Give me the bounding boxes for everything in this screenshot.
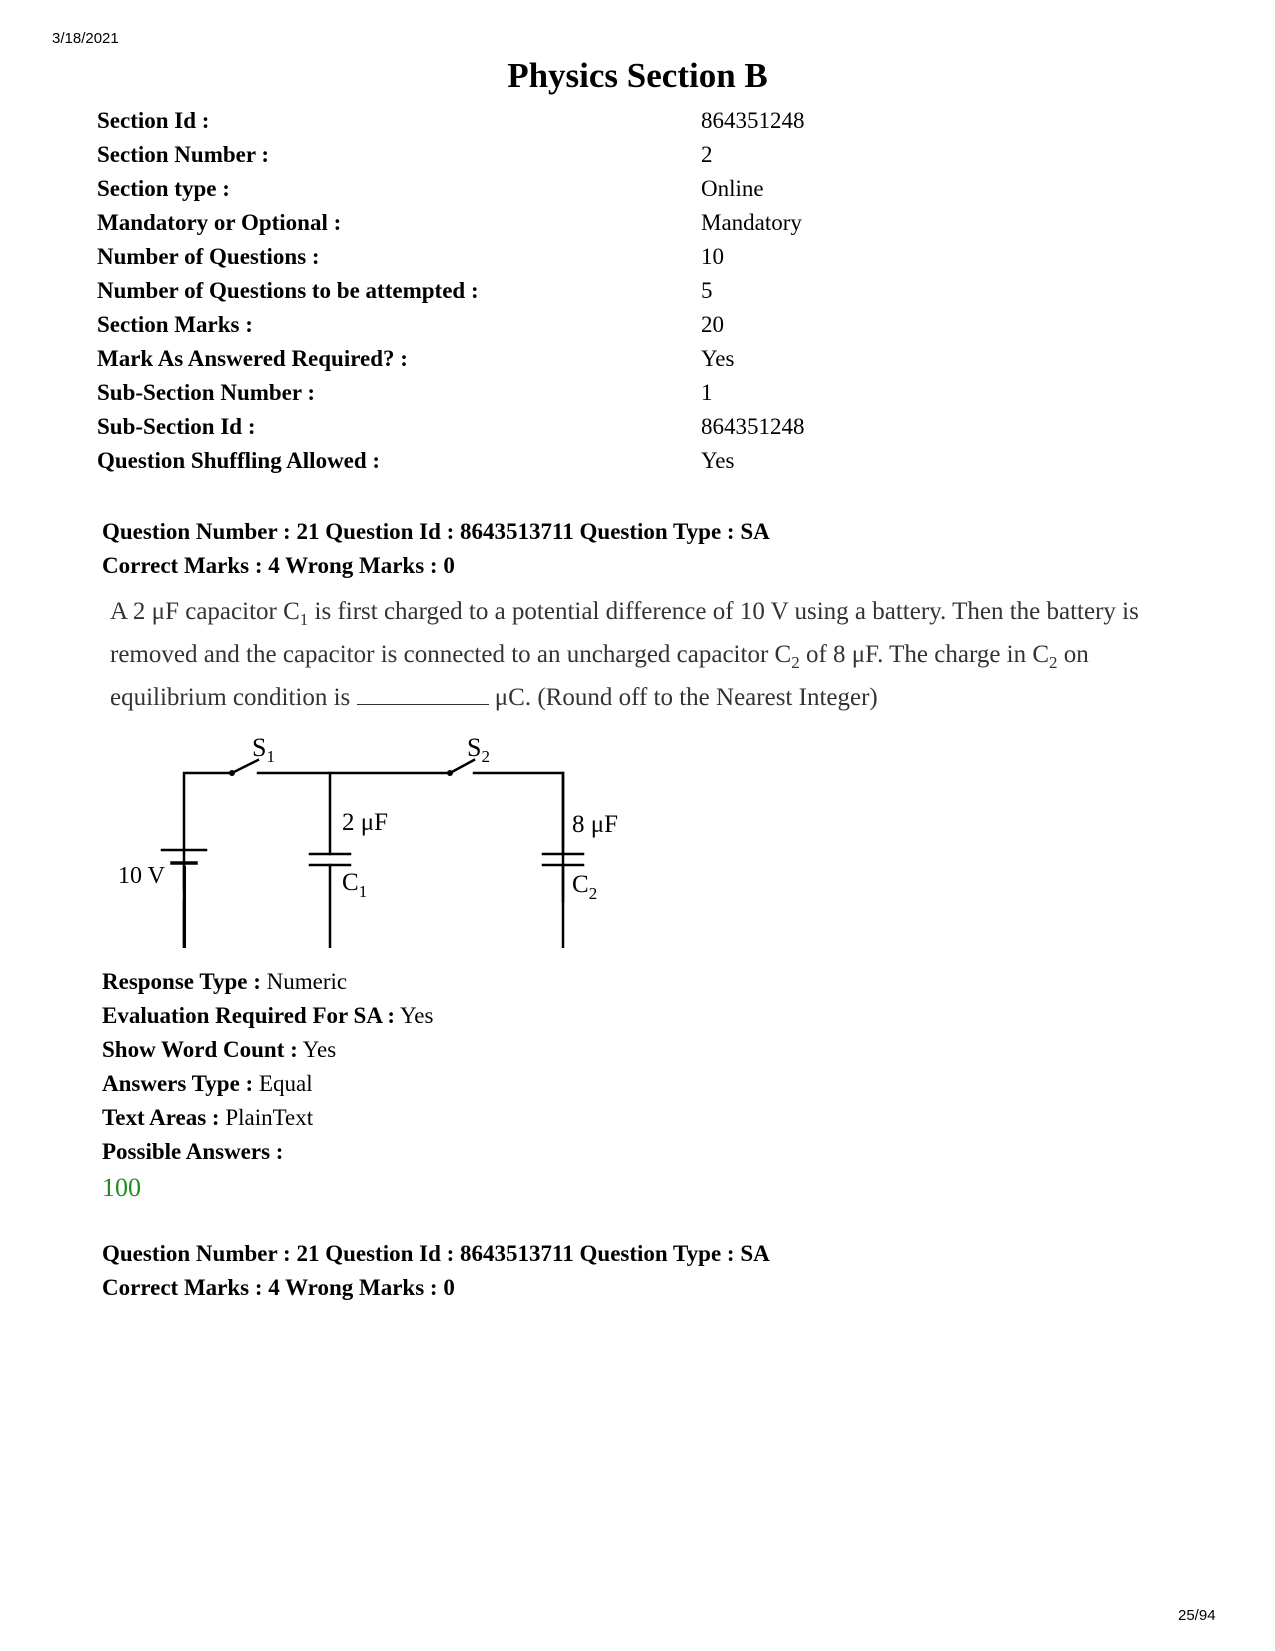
info-value: Online xyxy=(701,176,764,201)
cap1-value: 2 μF xyxy=(342,809,389,836)
question-text-part: μC. (Round off to the Nearest Integer) xyxy=(488,684,878,711)
question-text xyxy=(110,590,1200,719)
info-value: 864351248 xyxy=(701,108,805,133)
subscript: 2 xyxy=(791,653,800,672)
subscript: 1 xyxy=(299,610,309,629)
info-label: Section Id : xyxy=(97,108,210,133)
info-value: 864351248 xyxy=(701,414,805,439)
info-label: Section Number : xyxy=(97,142,270,167)
switch1-label: $S_1$ xyxy=(252,733,275,766)
info-label: Number of Questions : xyxy=(97,244,320,269)
question-text-part: is first charged to a potential difference of 10 V using a battery. Then the battery is removed and the capacitor is connected to an uncharged capacitor C xyxy=(110,598,1139,668)
response-row xyxy=(102,1033,433,1067)
response-label: Response Type : xyxy=(102,969,261,994)
response-details xyxy=(102,965,433,1207)
info-value: Mandatory xyxy=(701,210,802,235)
cap1-name: $C_1$ xyxy=(342,869,368,901)
circuit-diagram xyxy=(110,728,630,948)
response-value: Numeric xyxy=(260,969,348,994)
response-value: Yes xyxy=(297,1037,337,1062)
info-value: 5 xyxy=(701,278,713,303)
subscript: 2 xyxy=(1049,653,1058,672)
section-info-row xyxy=(97,410,997,444)
print-date: 3/18/2021 xyxy=(52,30,119,47)
wire xyxy=(183,866,186,948)
response-label: Answers Type : xyxy=(102,1071,254,1096)
question-marks-line: Correct Marks : 4 Wrong Marks : 0 xyxy=(102,1275,455,1300)
switch-s2-pivot xyxy=(447,770,453,776)
section-info-row xyxy=(97,206,997,240)
info-label: Mandatory or Optional : xyxy=(97,210,342,235)
section-info-row xyxy=(97,376,997,410)
answer-blank xyxy=(357,684,489,705)
response-value: Equal xyxy=(253,1071,313,1096)
question-text-part: on equilibrium condition is xyxy=(110,641,1089,711)
response-value: Yes xyxy=(395,1003,434,1028)
section-info-row xyxy=(97,308,997,342)
possible-answer: 100 xyxy=(102,1173,141,1202)
info-value: 20 xyxy=(701,312,724,337)
section-info-row xyxy=(97,444,997,478)
section-info-row xyxy=(97,172,997,206)
info-label: Number of Questions to be attempted : xyxy=(97,278,479,303)
wire xyxy=(474,773,563,901)
question-header xyxy=(102,1237,770,1305)
response-row xyxy=(102,965,433,999)
response-row xyxy=(102,999,433,1033)
info-value: 1 xyxy=(701,380,713,405)
response-value: PlainText xyxy=(219,1105,314,1130)
response-row xyxy=(102,1067,433,1101)
possible-answers-label: Possible Answers : xyxy=(102,1139,284,1164)
section-info-row xyxy=(97,240,997,274)
info-label: Mark As Answered Required? : xyxy=(97,346,408,371)
info-label: Section type : xyxy=(97,176,230,201)
section-info-table xyxy=(97,104,997,478)
info-label: Sub-Section Number : xyxy=(97,380,316,405)
switch2-label: $S_2$ xyxy=(467,733,490,766)
question-text-part: A 2 μF capacitor C xyxy=(110,598,300,625)
section-title: Physics Section B xyxy=(507,56,768,95)
wire xyxy=(184,773,232,890)
response-label: Show Word Count : xyxy=(102,1037,298,1062)
info-value: Yes xyxy=(701,448,735,473)
section-info-row xyxy=(97,274,997,308)
response-label: Evaluation Required For SA : xyxy=(102,1003,396,1028)
question-id-line: Question Number : 21 Question Id : 8643513711 Question Type : SA xyxy=(102,519,770,544)
section-info-row xyxy=(97,342,997,376)
section-info-row xyxy=(97,104,997,138)
response-label: Text Areas : xyxy=(102,1105,220,1130)
response-row xyxy=(102,1101,433,1135)
question-header xyxy=(102,515,770,583)
battery-label: 10 V xyxy=(118,863,165,889)
switch-s1-pivot xyxy=(229,770,235,776)
question-id-line: Question Number : 21 Question Id : 8643513711 Question Type : SA xyxy=(102,1241,770,1266)
info-label: Question Shuffling Allowed : xyxy=(97,448,381,473)
info-value: Yes xyxy=(701,346,735,371)
info-value: 10 xyxy=(701,244,724,269)
question-marks-line: Correct Marks : 4 Wrong Marks : 0 xyxy=(102,553,455,578)
info-value: 2 xyxy=(701,142,713,167)
question-text-part: of 8 μF. The charge in C xyxy=(799,641,1050,668)
cap2-name: $C_2$ xyxy=(572,871,598,903)
info-label: Sub-Section Id : xyxy=(97,414,256,439)
info-label: Section Marks : xyxy=(97,312,253,337)
section-info-row xyxy=(97,138,997,172)
page-number: 25/94 xyxy=(1178,1607,1216,1624)
cap2-value: 8 μF xyxy=(572,811,619,838)
